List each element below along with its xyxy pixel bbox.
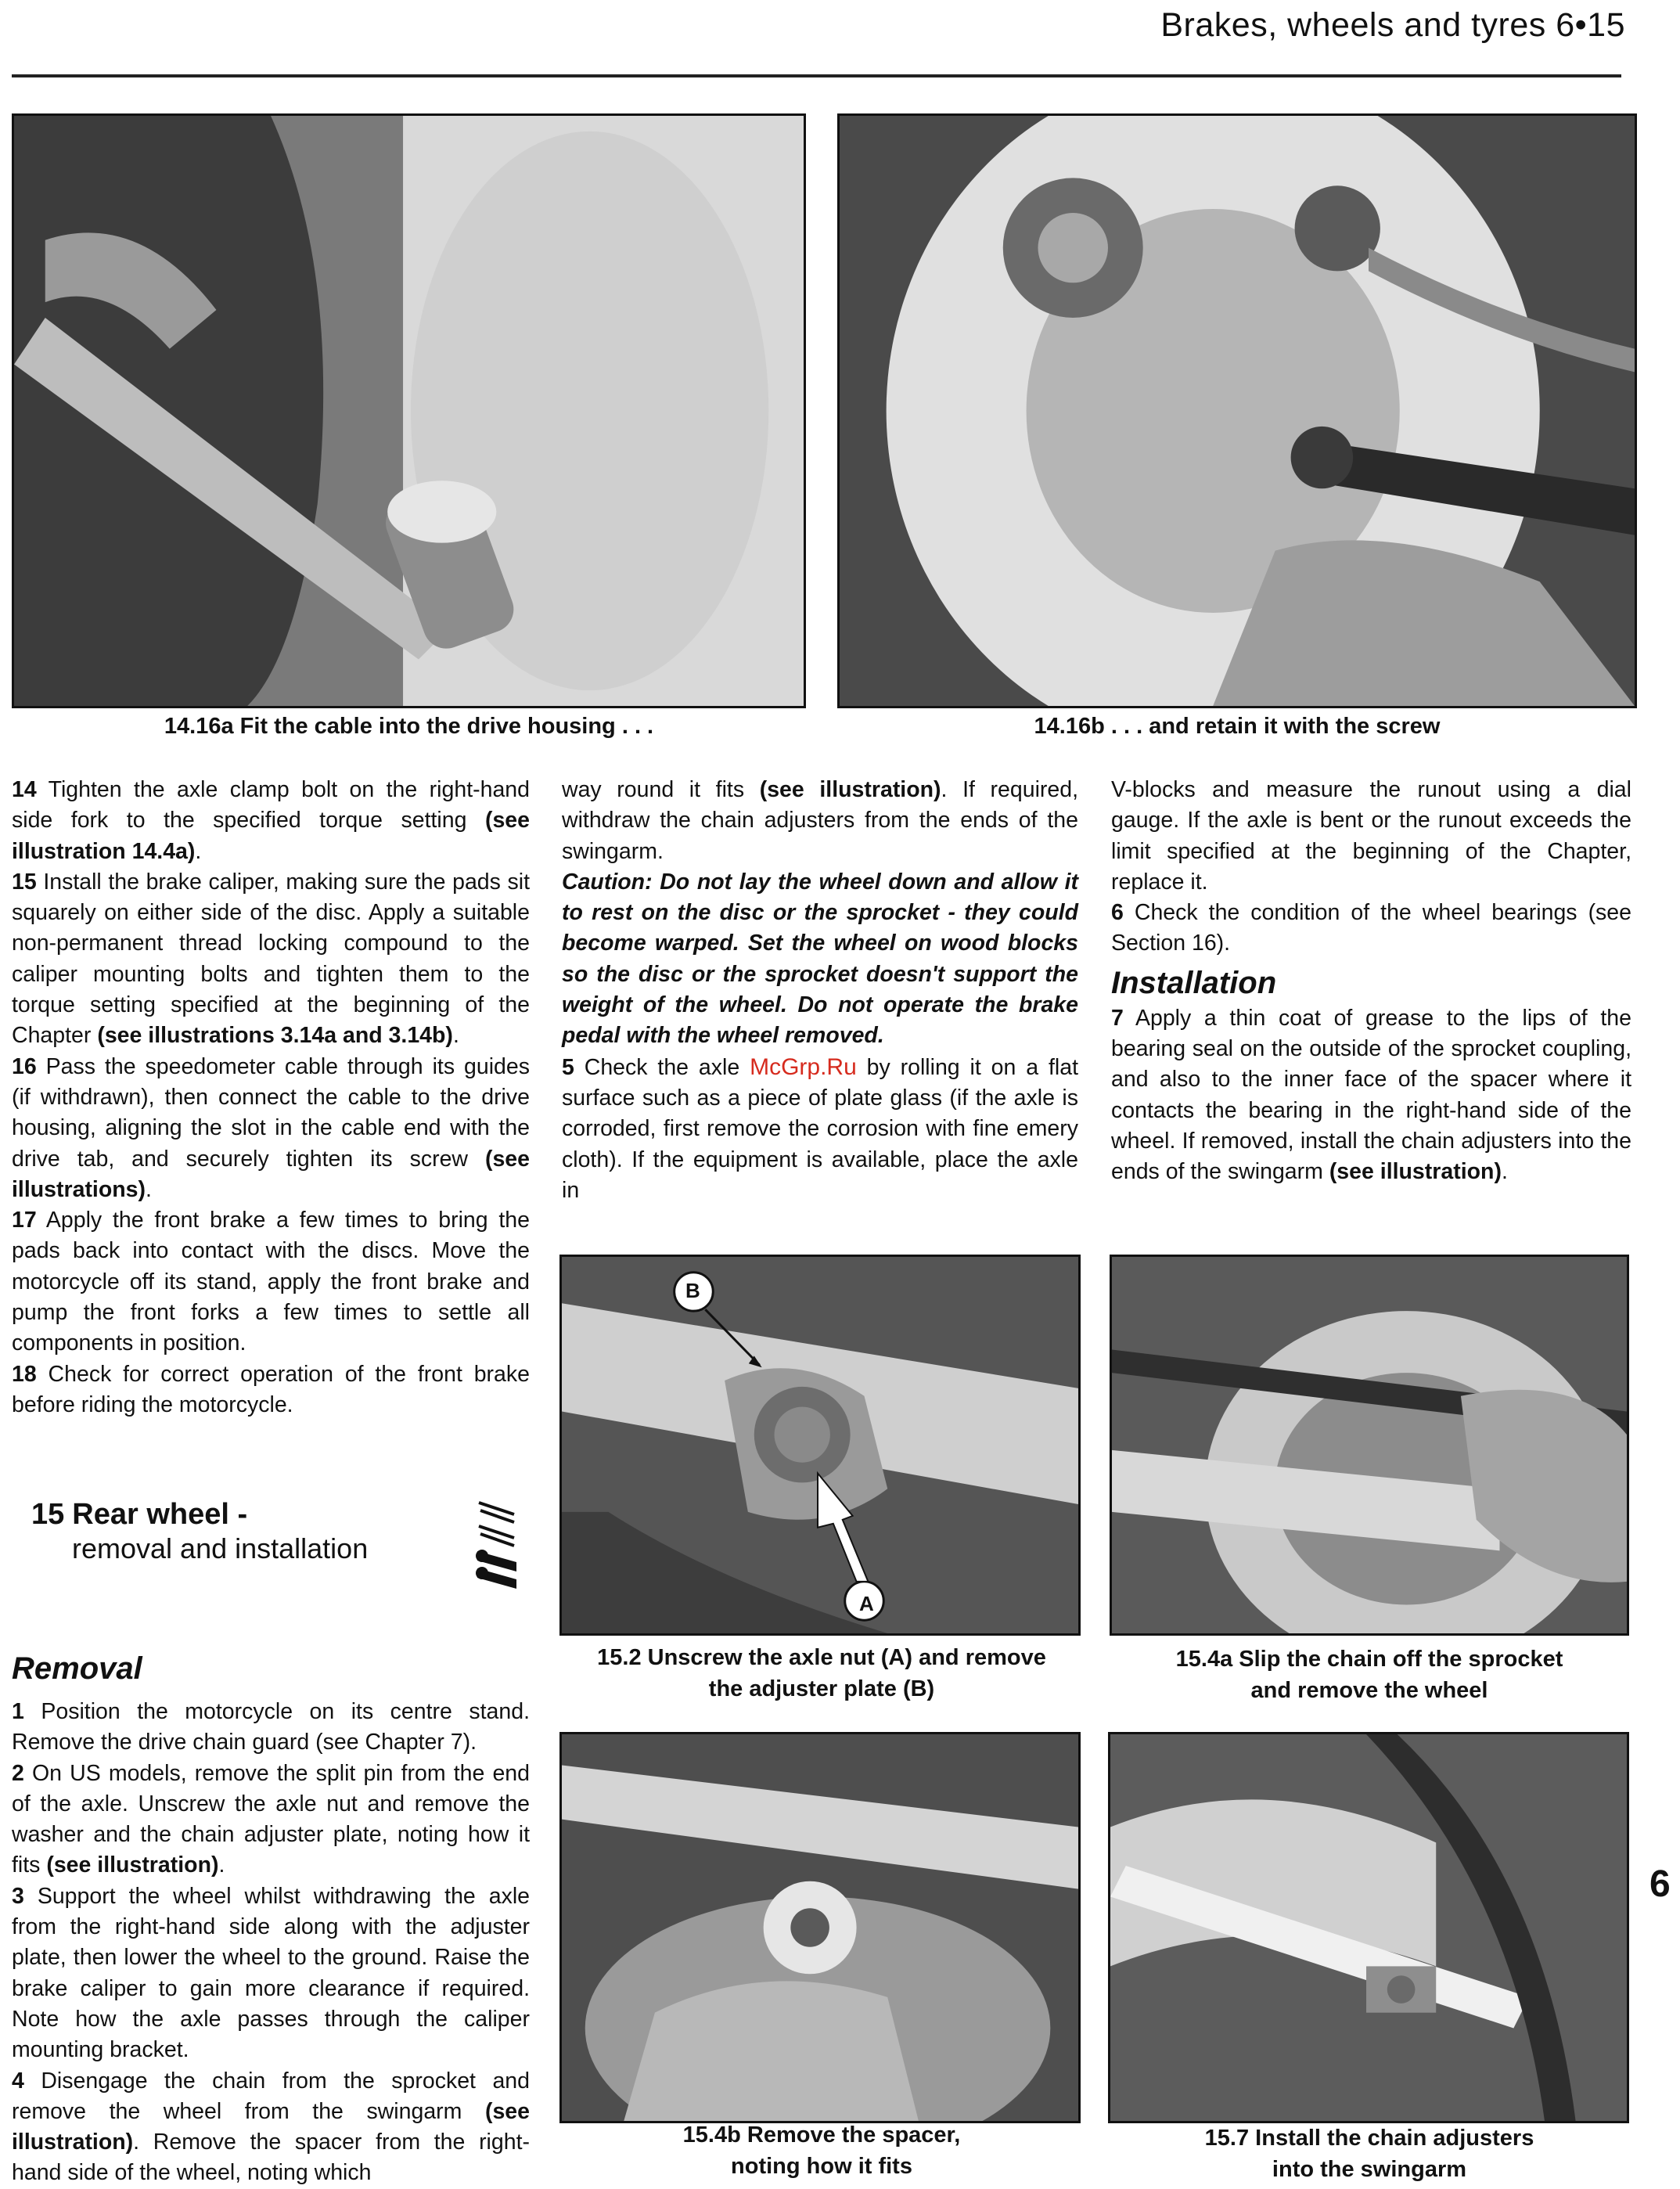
caution-note: Caution: Do not lay the wheel down and allow it to rest on the disc or the sprocket - they could become warped. Set the wheel on wood blocks so the disc or the sprocket doesn't support the weight of the wheel. Do not operate the brake pedal with the wheel removed. xyxy=(562,869,1078,1049)
caption-15-2: 15.2 Unscrew the axle nut (A) and remove the adjuster plate (B) xyxy=(597,1645,1046,1701)
column-1-removal-text xyxy=(12,1697,530,2189)
continuation-paragraph: way round it fits (see illustration). If required, withdraw the chain adjusters from the ends of the swingarm. xyxy=(562,777,1079,864)
difficulty-spanner-icon xyxy=(471,1487,526,1597)
photo-15-4b xyxy=(559,1732,1081,2123)
callout-label-b: B xyxy=(685,1279,700,1302)
page-header-title: Brakes, wheels and tyres 6•15 xyxy=(1160,6,1625,44)
header-divider xyxy=(12,74,1621,77)
paragraph-5: 5 Check the axle McGrp.Ru by rolling it on a flat surface such as a piece of plate glass (if the axle is corroded, first remove the corrosion with fine emery cloth). If the equipment is available, place the axle in xyxy=(562,1053,1078,1203)
paragraph-6: 6 Check the condition of the wheel bearings (see Section 16). xyxy=(1111,900,1632,956)
paragraph-18: 18 Check for correct operation of the front brake before riding the motorcycle. xyxy=(12,1361,530,1417)
photo-14-16b xyxy=(837,113,1637,708)
photo-15-7 xyxy=(1108,1732,1629,2123)
removal-step-3: 3 Support the wheel whilst withdrawing the axle from the right-hand side along with the adjuster plate, then lower the wheel to the ground. Raise the brake caliper to gain more clearance if required. Note how the axle passes through the caliper mounting bracket. xyxy=(12,1883,530,2063)
section-title: Rear wheel - xyxy=(72,1498,248,1531)
caption-15-4b: 15.4b Remove the spacer, noting how it fits xyxy=(682,2122,961,2179)
installation-heading: Installation xyxy=(1111,965,1277,1000)
caption-14-16a: 14.16a Fit the cable into the drive housing . . . xyxy=(164,714,654,739)
removal-step-2: 2 On US models, remove the split pin from the end of the axle. Unscrew the axle nut and remove the washer and the chain adjuster plate, noting how it fits (see illustration). xyxy=(12,1760,530,1878)
caption-15-4a: 15.4a Slip the chain off the sprocket and remove the wheel xyxy=(1175,1647,1563,1703)
paragraph-16: 16 Pass the speedometer cable through its guides (if withdrawn), then connect the cable to the drive housing, aligning the slot in the cable end with the drive tab, and securely tighten its screw (see illustrations). xyxy=(12,1053,531,1202)
removal-step-1: 1 Position the motorcycle on its centre stand. Remove the drive chain guard (see Chapter 7). xyxy=(12,1699,531,1755)
column-3-text xyxy=(1111,775,1631,1188)
section-number: 15 xyxy=(31,1498,65,1531)
removal-step-4: 4 Disengage the chain from the sprocket and remove the wheel from the swingarm (see illustration). Remove the spacer from the right-hand side of the wheel, noting which xyxy=(12,2068,530,2186)
paragraph-14: 14 Tighten the axle clamp bolt on the right-hand side fork to the specified torque setting (see illustration 14.4a). xyxy=(12,777,531,864)
paragraph-15: 15 Install the brake caliper, making sure the pads sit squarely on either side of the disc. Apply a suitable non-permanent thread locking compound to the caliper mounting bolts and tighten them to the torque setting specified at the beginning of the Chapter (see illustrations 3.14a and 3.14b). xyxy=(12,869,530,1049)
column-2-text xyxy=(562,775,1078,1206)
paragraph-17: 17 Apply the front brake a few times to bring the pads back into contact with the discs. Move the motorcycle off its stand, apply the front brake and pump the front forks a few times to settle all components in position. xyxy=(12,1208,530,1356)
watermark: McGrp.Ru xyxy=(750,1053,857,1080)
callout-label-a: A xyxy=(859,1592,874,1615)
paragraph-7: 7 Apply a thin coat of grease to the lips of the bearing seal on the outside of the sprocket coupling, and also to the inner face of the spacer where it contacts the bearing in the right-hand side of the wheel. If removed, install the chain adjusters into the ends of the swingarm (see illustration). xyxy=(1111,1005,1631,1185)
photo-14-16a xyxy=(12,113,806,708)
caption-14-16b: 14.16b . . . and retain it with the screw xyxy=(1034,714,1441,739)
chapter-side-tab: 6 xyxy=(1649,1863,1671,1905)
continuation-paragraph-3: V-blocks and measure the runout using a dial gauge. If the axle is bent or the runout exceeds the limit specified at the beginning of the Chapter, replace it. xyxy=(1111,777,1631,895)
photo-15-4a xyxy=(1110,1255,1629,1636)
section-15-title xyxy=(31,1497,469,1566)
section-subtitle: removal and installation xyxy=(72,1532,369,1564)
photo-15-2 xyxy=(559,1255,1081,1636)
removal-heading: Removal xyxy=(12,1651,142,1686)
caption-15-7: 15.7 Install the chain adjusters into the swingarm xyxy=(1204,2126,1534,2182)
column-1-text xyxy=(12,775,530,1420)
